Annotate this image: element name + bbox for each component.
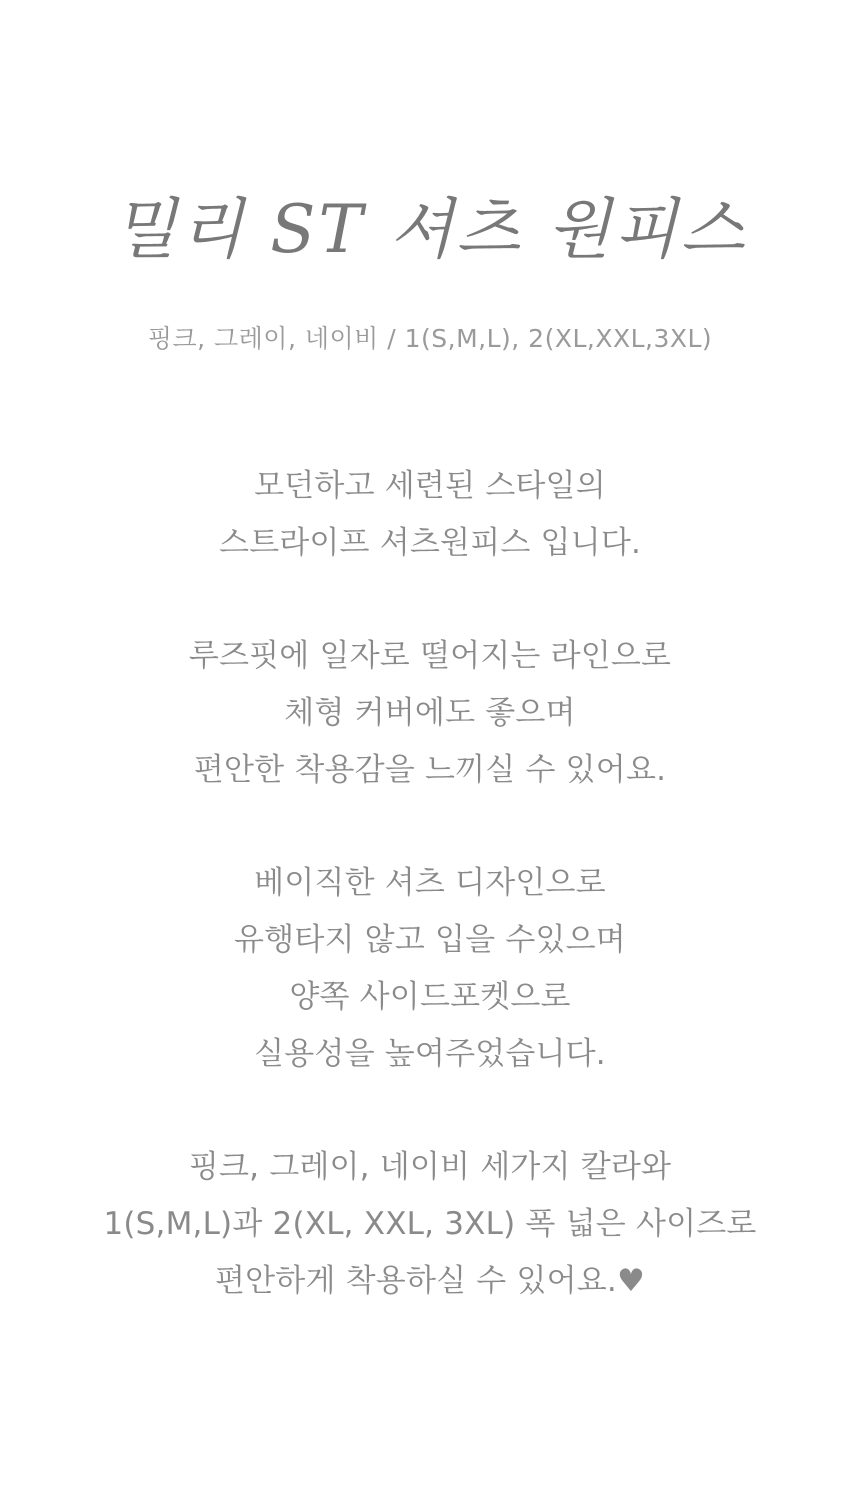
description-line: 베이직한 셔츠 디자인으로 [254,865,606,901]
description-line: 양쪽 사이드포켓으로 [289,979,571,1015]
description-paragraph-3 [0,855,860,1083]
product-description [0,458,860,1310]
description-line: 모던하고 세련된 스타일의 [254,468,606,504]
description-line: 스트라이프 셔츠원피스 입니다. [218,525,642,561]
description-line: 핑크, 그레이, 네이비 세가지 칼라와 [188,1149,672,1185]
description-paragraph-4 [0,1139,860,1310]
description-paragraph-2 [0,628,860,799]
description-line: 편안하게 착용하실 수 있어요.♥ [215,1263,645,1299]
description-line: 유행타지 않고 입을 수있으며 [234,922,626,958]
product-options-subtitle: 핑크, 그레이, 네이비 / 1(S,M,L), 2(XL,XXL,3XL) [147,324,713,353]
description-line: 1(S,M,L)과 2(XL, XXL, 3XL) 폭 넓은 사이즈로 [103,1206,757,1242]
description-line: 체형 커버에도 좋으며 [284,695,576,731]
description-line: 실용성을 높여주었습니다. [254,1036,606,1072]
description-line: 루즈핏에 일자로 떨어지는 라인으로 [188,638,672,674]
description-line: 편안한 착용감을 느끼실 수 있어요. [193,752,667,788]
description-paragraph-1 [0,458,860,572]
product-title: 밀리 ST 셔츠 원피스 [112,191,748,268]
